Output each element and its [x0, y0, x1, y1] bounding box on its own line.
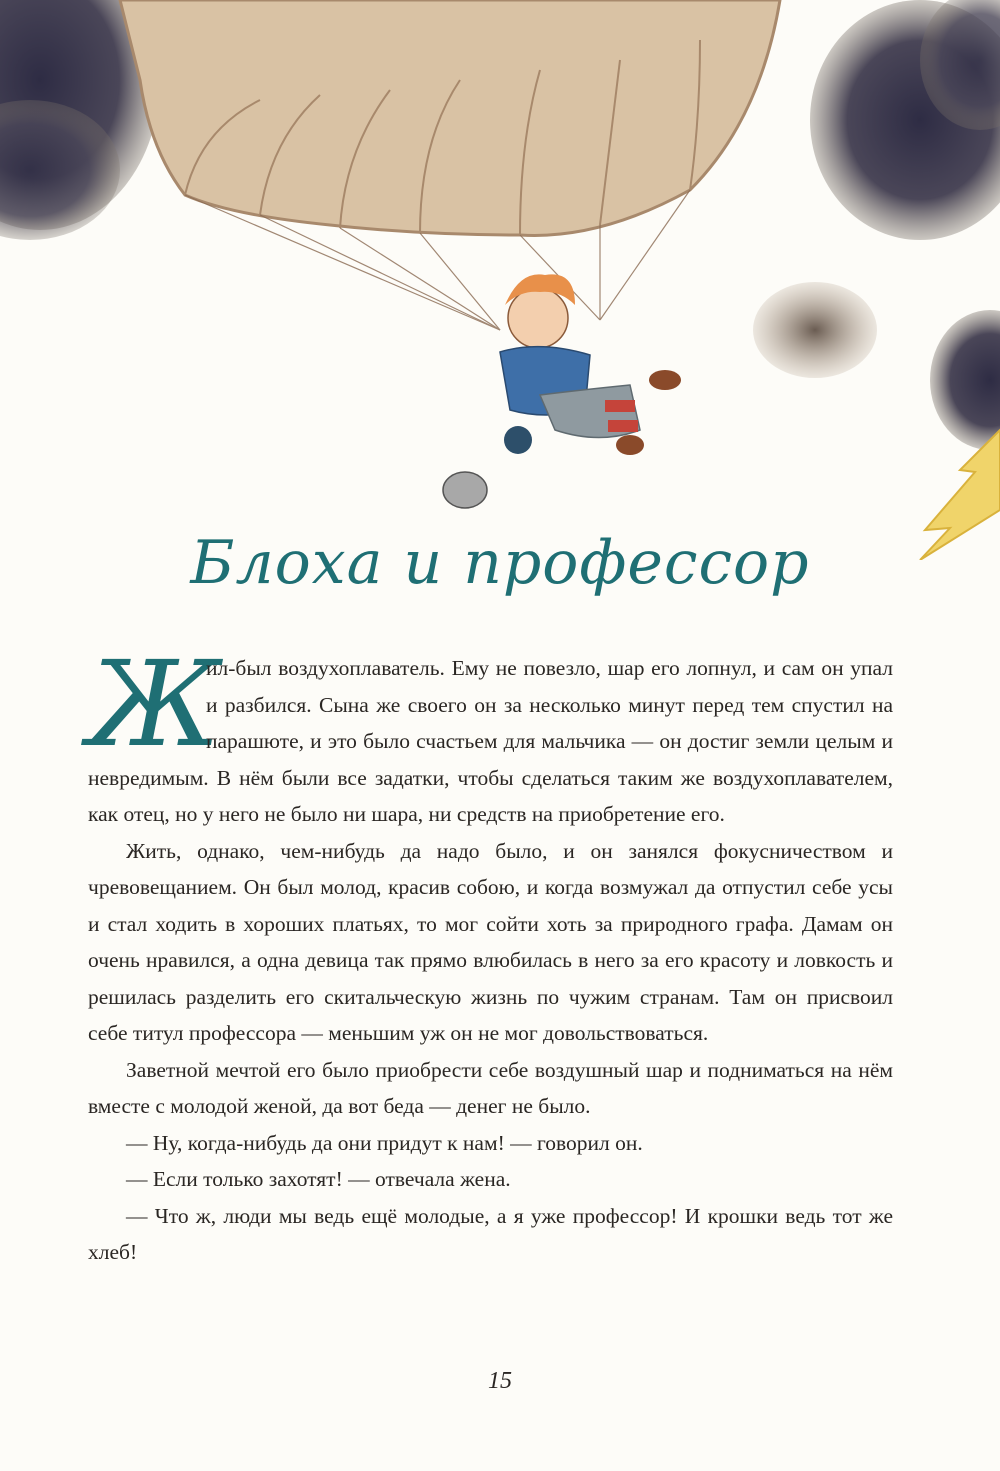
dialogue-line: — Если только захотят! — отвечала жена.: [126, 1167, 511, 1191]
chapter-title: Блоха и профессор: [190, 528, 810, 598]
storm-cloud-icon: [810, 0, 1000, 450]
dialogue-line: — Что ж, люди мы ведь ещё молодые, а я уже профессор! И крошки ведь тот же хлеб!: [88, 1203, 893, 1264]
paragraph: Жить, однако, чем-нибудь да надо было, и он занялся фокусничеством и чревовещанием. Он был молод, красив собою, и когда возмужал да отпустил себе усы и стал ходить в хороших платьях, то мог сойти хоть за природного графа. Дамам он очень нравился, а одна девица так прямо влюбилась в него за его красоту и ловкость и решилась разделить его скитальческую жизнь по чужим странам. Там он присвоил себе титул профессора — меньшим уж он не мог довольствоваться.: [88, 838, 893, 1045]
storm-cloud-icon: [753, 282, 877, 378]
drop-cap: Ж: [88, 635, 221, 773]
illustration: [0, 0, 1000, 560]
body-text: [88, 635, 893, 1271]
paragraph: [88, 635, 893, 833]
parachute-icon: [120, 0, 780, 330]
paragraph: Заветной мечтой его было приобрести себе воздушный шар и подниматься на нём вместе с молодой женой, да вот беда — денег не было.: [88, 1057, 893, 1118]
paragraph-text: ил-был воздухоплаватель. Ему не повезло, шар его лопнул, и сам он упал и разбился. Сына же своего он за несколько минут перед тем спустил на парашюте, и это было счастьем для мальчика — он достиг земли целым и невредимым. В нём были все задатки, чтобы сделаться таким же воздухоплавателем, как отец, но у него не было ни шара, ни средств на приобретение его.: [88, 656, 893, 826]
page-number: 15: [488, 1368, 512, 1394]
boy-figure-icon: [443, 274, 681, 508]
dialogue-line: — Ну, когда-нибудь да они придут к нам! — говорил он.: [126, 1130, 643, 1155]
